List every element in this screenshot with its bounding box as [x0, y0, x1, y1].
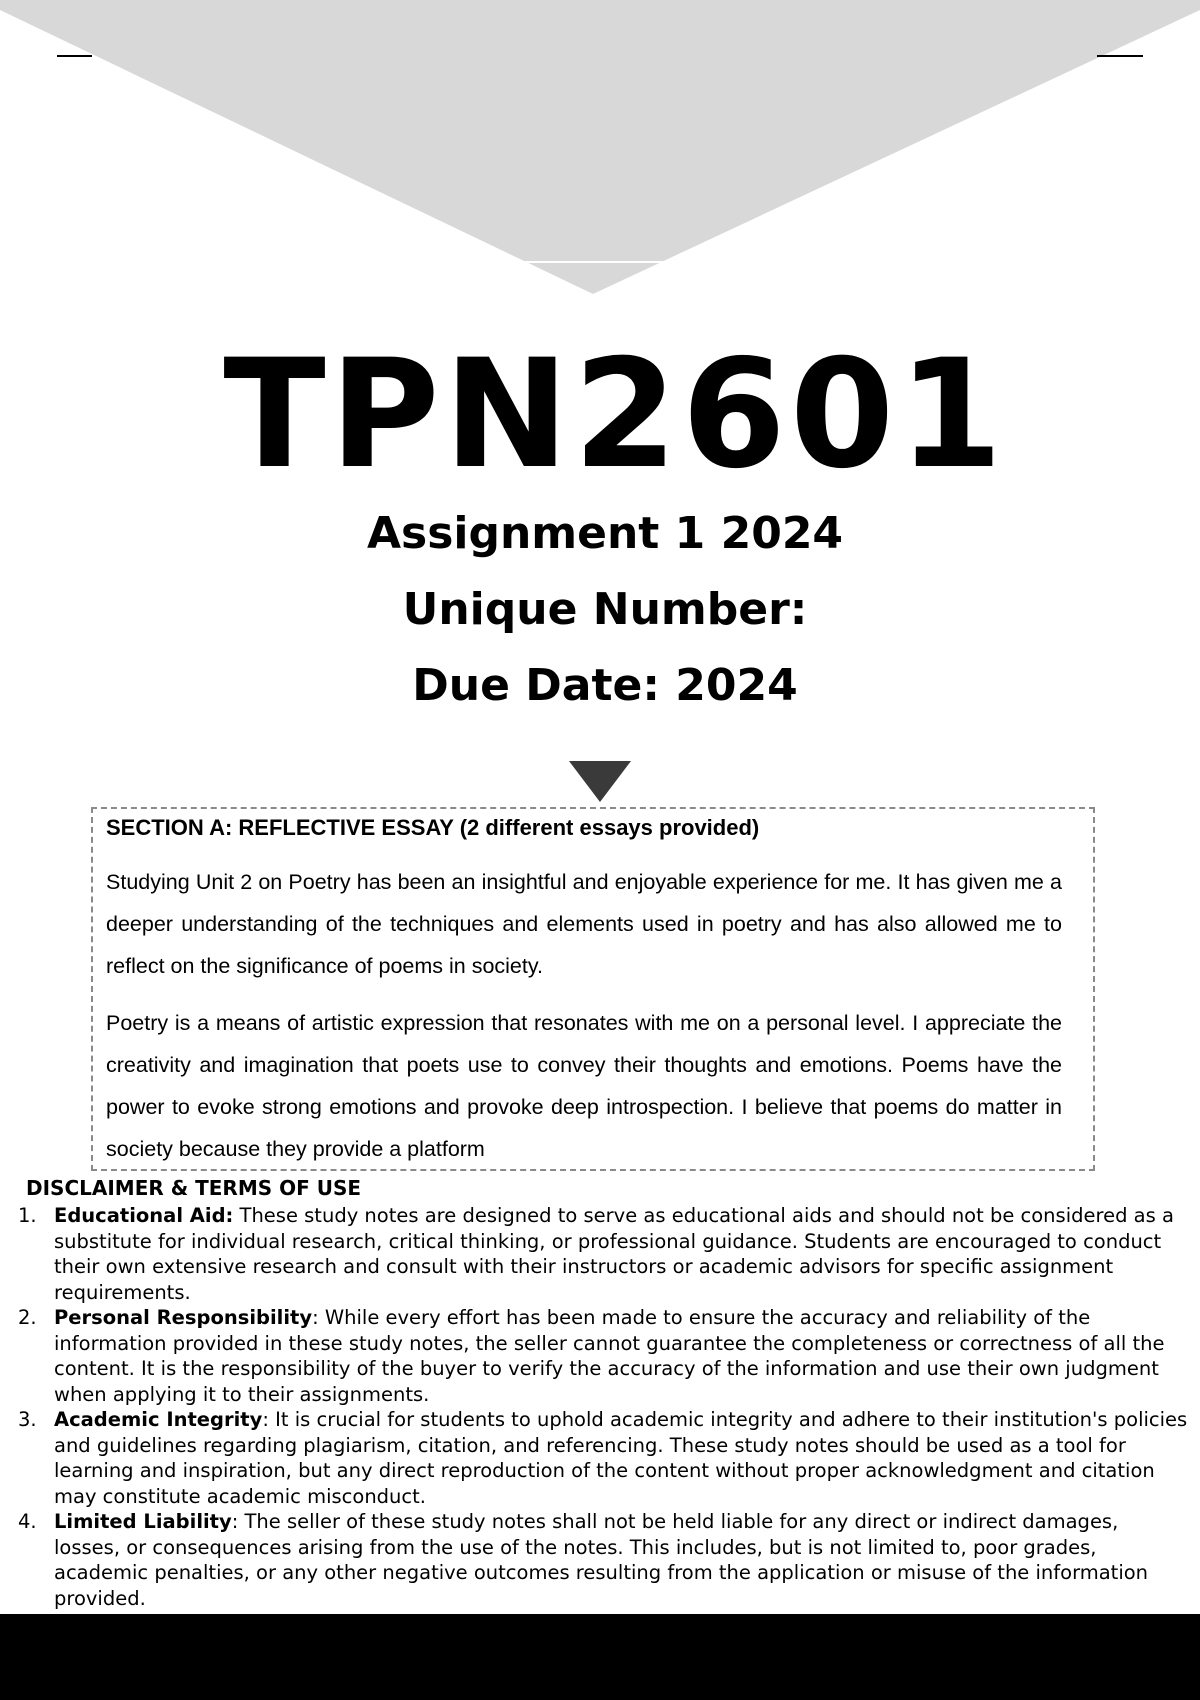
course-code-title: TPN2601	[223, 328, 1007, 502]
term-name: Academic Integrity	[54, 1408, 263, 1431]
term-text: : While every effort has been made to ensure the accuracy and reliability of the information provided in these study notes, the seller cannot guarantee the completeness or correctness of all the content. It is the responsibility of the buyer to verify the accuracy of the information and use their own judgment when applying it to their assignments.	[54, 1306, 1165, 1406]
essay-preview-box	[91, 807, 1095, 1171]
disclaimer-title: DISCLAIMER & TERMS OF USE	[26, 1176, 362, 1200]
essay-paragraph: Poetry is a means of artistic expression that resonates with me on a personal level. I appreciate the creativity and imagination that poets use to convey their thoughts and emotions. Poems have the power to evoke strong emotions and provoke deep introspection. I believe that poems do matter in society because they provide a platform	[106, 1011, 1062, 1161]
essay-paragraph: Studying Unit 2 on Poetry has been an insightful and enjoyable experience for me. It has given me a deeper understanding of the techniques and elements used in poetry and has also allowed me to reflect on the significance of poems in society.	[106, 870, 1062, 978]
terms-list	[0, 1203, 1200, 1611]
terms-item	[0, 1509, 1200, 1611]
term-text: : The seller of these study notes shall not be held liable for any direct or indirect damages, losses, or consequences arising from the use of the notes. This includes, but is not limited to, poor grades, academic penalties, or any other negative outcomes resulting from the application or misuse of the information provided.	[54, 1510, 1149, 1610]
item-number: 3.	[18, 1408, 37, 1431]
corner-rule-right	[1097, 55, 1143, 57]
terms-item	[0, 1203, 1200, 1305]
item-number: 1.	[18, 1204, 37, 1227]
item-number: 4.	[18, 1510, 37, 1533]
corner-rule-left	[57, 55, 92, 57]
terms-item	[0, 1305, 1200, 1407]
term-name: Limited Liability	[54, 1510, 232, 1533]
item-number: 2.	[18, 1306, 37, 1329]
due-date-label: Due Date: 2024	[412, 660, 798, 711]
term-name: Personal Responsibility	[54, 1306, 313, 1329]
cover-banner-graphic	[0, 0, 1200, 300]
term-text: These study notes are designed to serve as educational aids and should not be considered as a substitute for individual research, critical thinking, or professional guidance. Students are encouraged to conduct their own extensive research and consult with their instructors or academic advisors for specific assignment requirements.	[54, 1204, 1174, 1304]
section-heading: SECTION A: REFLECTIVE ESSAY (2 different essays provided)	[106, 815, 760, 840]
term-name: Educational Aid:	[54, 1204, 234, 1227]
terms-item	[0, 1407, 1200, 1509]
assignment-title: Assignment 1 2024	[366, 508, 844, 559]
term-text: : It is crucial for students to uphold academic integrity and adhere to their institution's policies and guidelines regarding plagiarism, citation, and referencing. These study notes should be used as a tool for learning and inspiration, but any direct reproduction of the content without proper acknowledgment and citation may constitute academic misconduct.	[54, 1408, 1188, 1508]
unique-number-label: Unique Number:	[402, 584, 808, 635]
down-arrow-icon	[569, 761, 631, 802]
footer-bar	[0, 1614, 1200, 1700]
